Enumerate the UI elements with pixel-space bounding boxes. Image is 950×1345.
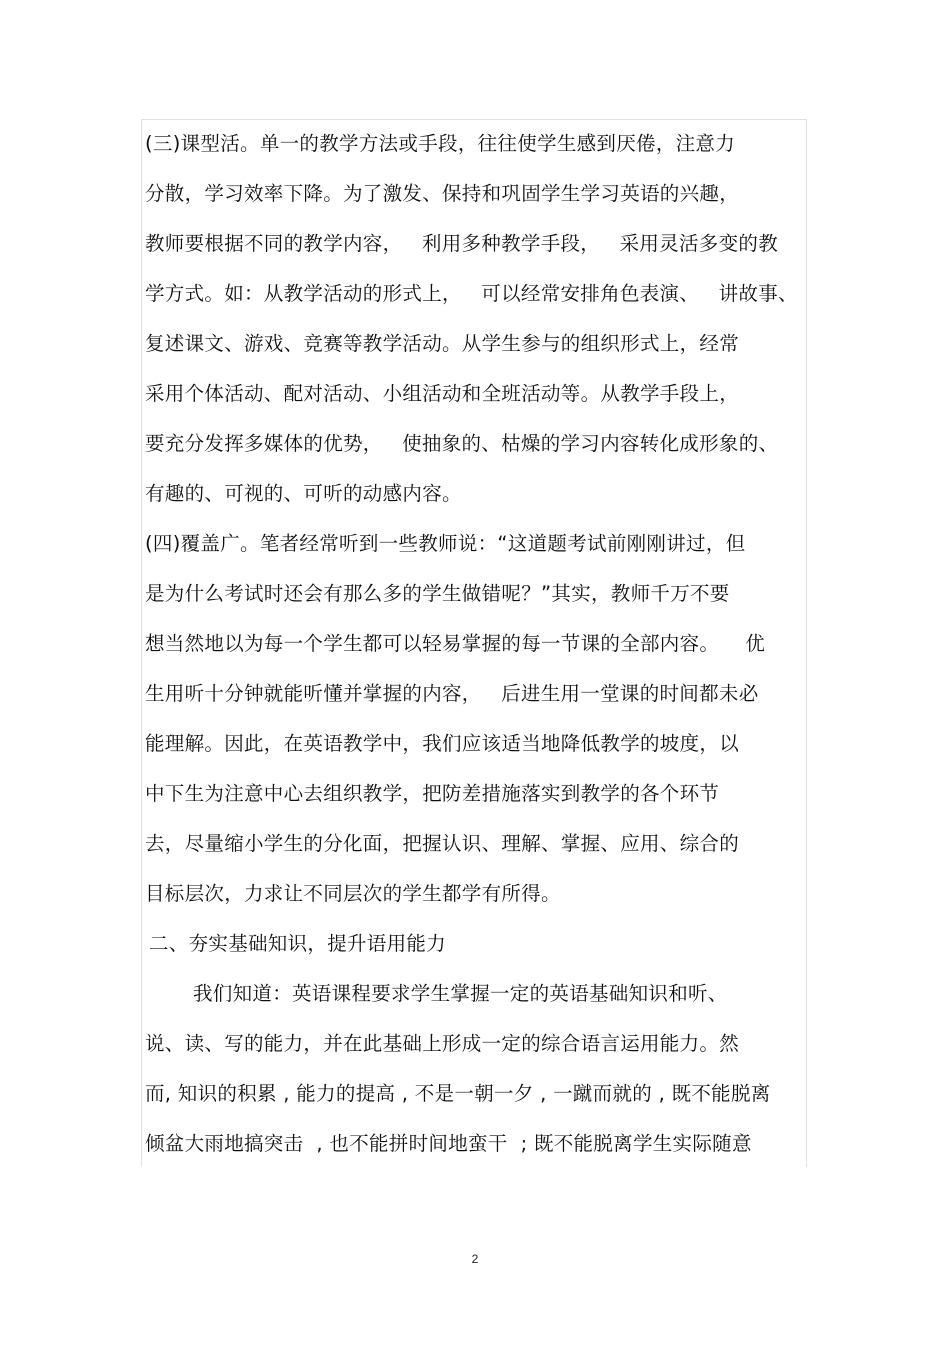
document-body [145,126,807,1176]
paragraph-line: 去，尽量缩小学生的分化面，把握认识、理解、掌握、应用、综合的 [145,832,740,855]
paragraph-line: 中下生为注意中心去组织教学，把防差措施落实到教学的各个环节 [145,782,720,805]
paragraph-line: 倾盆大雨地搞突击 , 也不能拼时间地蛮干 ; 既不能脱离学生实际随意 [145,1132,752,1155]
paragraph-line: 目标层次，力求让不同层次的学生都学有所得。 [145,882,561,905]
paragraph-line: 分散，学习效率下降。为了激发、保持和巩固学生学习英语的兴趣， [145,182,740,205]
paragraph-line: 要充分发挥多媒体的优势， 使抽象的、枯燥的学习内容转化成形象的、 [145,432,779,455]
paragraph-line: 教师要根据不同的教学内容， 利用多种教学手段， 采用灵活多变的教 [145,232,778,255]
paragraph-line: 学方式。如：从教学活动的形式上， 可以经常安排角色表演、 讲故事、 [145,282,798,305]
paragraph-line: (四)覆盖广。笔者经常听到一些教师说：“这道题考试前刚刚讲过，但 [145,532,746,555]
paragraph-line: 生用听十分钟就能听懂并掌握的内容， 后进生用一堂课的时间都未必 [145,682,759,705]
paragraph-line: 我们知道：英语课程要求学生掌握一定的英语基础知识和听、 [193,982,728,1005]
paragraph-line: 说、读、写的能力，并在此基础上形成一定的综合语言运用能力。然 [145,1032,740,1055]
paragraph-line: 想当然地以为每一个学生都可以轻易掌握的每一节课的全部内容。 优 [145,632,765,655]
paragraph-line: 有趣的、可视的、可听的动感内容。 [145,482,462,505]
paragraph-line: (三)课型活。单一的教学方法或手段，往往使学生感到厌倦，注意力 [145,132,736,155]
paragraph-line: 采用个体活动、配对活动、小组活动和全班活动等。从教学手段上， [145,382,740,405]
page-number: 2 [471,1252,479,1266]
paragraph-line: 复述课文、游戏、竞赛等教学活动。从学生参与的组织形式上，经常 [145,332,740,355]
paragraph-line: 能理解。因此，在英语教学中，我们应该适当地降低教学的坡度，以 [145,732,740,755]
section-heading: 二、夯实基础知识，提升语用能力 [149,932,447,955]
paragraph-line: 是为什么考试时还会有那么多的学生做错呢？”其实，教师千万不要 [145,582,730,605]
paragraph-line: 而, 知识的积累 , 能力的提高 , 不是一朝一夕 , 一蹴而就的 , 既不能脱离 [145,1082,771,1105]
